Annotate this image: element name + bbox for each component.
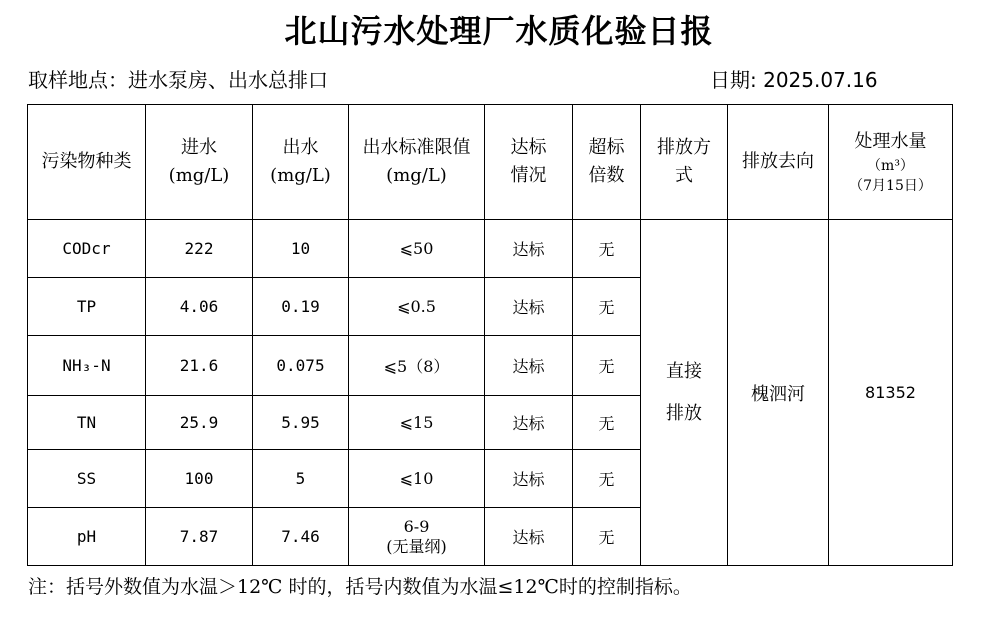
exceed-value: 无: [573, 220, 641, 278]
limit-value: ⩽15: [349, 396, 485, 450]
header-discharge-mode: [641, 105, 728, 220]
compliance-status: 达标: [485, 396, 573, 450]
limit-value: [349, 508, 485, 566]
outflow-value: 7.46: [253, 508, 349, 566]
outflow-value: 0.19: [253, 278, 349, 336]
header-volume-unit: （m³）: [867, 158, 914, 174]
header-destination: 排放去向: [728, 105, 829, 220]
pollutant-name: NH₃-N: [28, 336, 146, 396]
header-limit-label: 出水标准限值: [362, 137, 471, 158]
header-limit-unit: (mg/L): [386, 165, 447, 186]
exceed-value: 无: [573, 396, 641, 450]
compliance-status: 达标: [485, 336, 573, 396]
header-exceed-l2: 倍数: [588, 165, 625, 186]
header-exceed: [573, 105, 641, 220]
exceed-value: 无: [573, 450, 641, 508]
discharge-mode-l2: 排放: [666, 402, 702, 424]
header-exceed-l1: 超标: [588, 137, 625, 158]
outflow-value: 10: [253, 220, 349, 278]
pollutant-name: SS: [28, 450, 146, 508]
inflow-value: 100: [146, 450, 253, 508]
header-inflow-label: 进水: [181, 137, 217, 158]
outflow-value: 5: [253, 450, 349, 508]
pollutant-name: CODcr: [28, 220, 146, 278]
header-compliance-l2: 情况: [510, 165, 547, 186]
outflow-value: 0.075: [253, 336, 349, 396]
inflow-value: 7.87: [146, 508, 253, 566]
pollutant-name: pH: [28, 508, 146, 566]
exceed-value: 无: [573, 278, 641, 336]
inflow-value: 21.6: [146, 336, 253, 396]
header-outflow: [253, 105, 349, 220]
discharge-mode-cell: [641, 220, 728, 566]
header-inflow-unit: (mg/L): [168, 165, 230, 186]
header-discharge-mode-l1: 排放方: [657, 137, 711, 158]
header-volume-date: （7月15日）: [849, 178, 932, 194]
report-title: 北山污水处理厂水质化验日报: [284, 12, 714, 50]
discharge-mode-l1: 直接: [666, 360, 702, 382]
header-limit: [349, 105, 485, 220]
header-compliance-l1: 达标: [510, 137, 547, 158]
header-outflow-label: 出水: [282, 137, 319, 158]
limit-value: ⩽50: [349, 220, 485, 278]
header-pollutant: 污染物种类: [28, 105, 146, 220]
header-row: [28, 105, 953, 220]
limit-unit: (无量纲): [386, 536, 447, 556]
table-row: [28, 220, 953, 278]
footnote: 注：括号外数值为水温＞12℃ 时的，括号内数值为水温≤12℃时的控制指标。: [28, 576, 692, 598]
header-volume-label: 处理水量: [854, 131, 927, 152]
discharge-destination: 槐泗河: [728, 220, 829, 566]
limit-value: ⩽5（8）: [349, 336, 485, 396]
exceed-value: 无: [573, 336, 641, 396]
sampling-location: 取样地点：进水泵房、出水总排口: [28, 68, 328, 92]
water-quality-table: [27, 104, 953, 566]
compliance-status: 达标: [485, 220, 573, 278]
treated-volume: 81352: [829, 220, 953, 566]
header-inflow: [146, 105, 253, 220]
header-volume: [829, 105, 953, 220]
exceed-value: 无: [573, 508, 641, 566]
header-discharge-mode-l2: 式: [675, 165, 693, 186]
inflow-value: 4.06: [146, 278, 253, 336]
pollutant-name: TN: [28, 396, 146, 450]
header-outflow-unit: (mg/L): [270, 165, 331, 186]
limit-value: ⩽0.5: [349, 278, 485, 336]
report-date: 日期: 2025.07.16: [710, 68, 878, 92]
compliance-status: 达标: [485, 450, 573, 508]
inflow-value: 25.9: [146, 396, 253, 450]
outflow-value: 5.95: [253, 396, 349, 450]
compliance-status: 达标: [485, 508, 573, 566]
compliance-status: 达标: [485, 278, 573, 336]
header-compliance: [485, 105, 573, 220]
inflow-value: 222: [146, 220, 253, 278]
pollutant-name: TP: [28, 278, 146, 336]
limit-range: 6-9: [403, 516, 430, 536]
limit-value: ⩽10: [349, 450, 485, 508]
